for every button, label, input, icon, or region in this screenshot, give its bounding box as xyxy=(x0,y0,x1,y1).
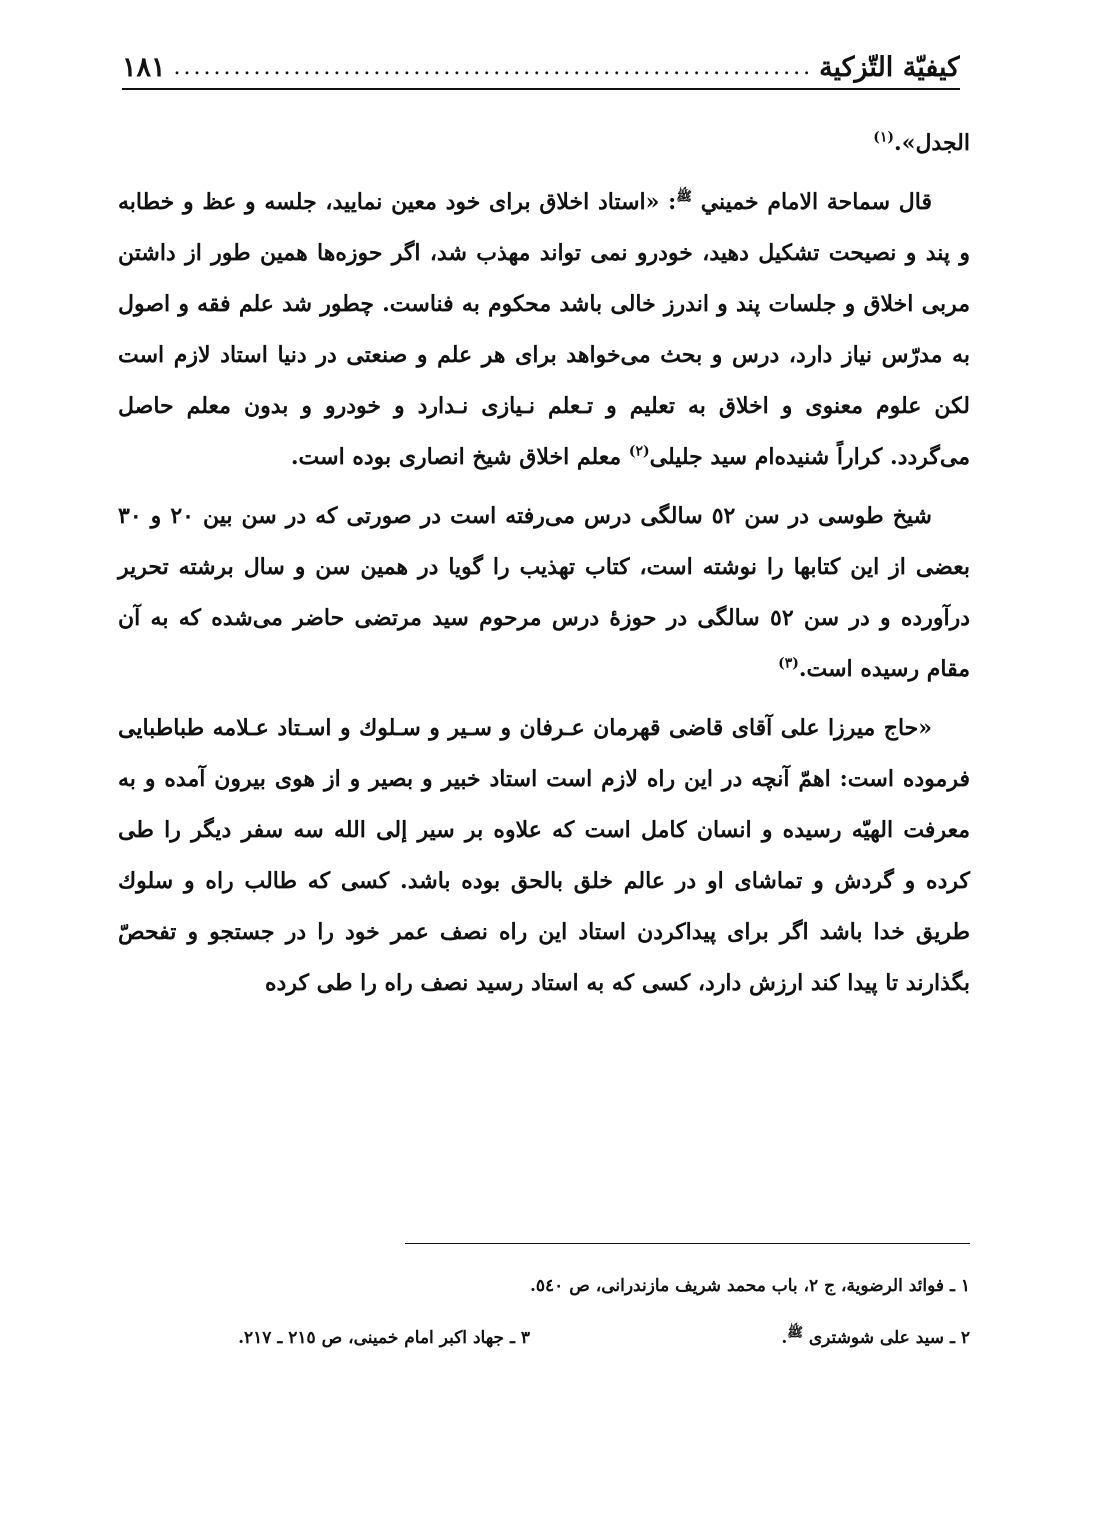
honorific-symbol: ﷺ xyxy=(676,189,692,205)
footnote-1-text: ١ ـ فوائد الرضوية، ج ٢، باب محمد شريف مازندرانى، ص ٥٤٠. xyxy=(529,1276,970,1296)
footnote-2-honorific: ﷺ xyxy=(787,1325,803,1341)
footnote-2-end: . xyxy=(781,1328,788,1348)
main-text xyxy=(118,118,970,1017)
p1-text: الجدل». xyxy=(894,130,970,156)
footnote-2-text: ٢ ـ سيد على شوشترى xyxy=(808,1328,970,1348)
p2-text-b: : «استاد اخلاق برای خود معین نمایید، جلسه و عظ و خطابه و پند و نصیحت تشکیل دهید، خودرو نمی تواند مهذب شد، اگر حوزه‌ها همین طور از داشتن مربی اخلاق و جلسات پند و اندرز خالی باشد محکوم به فناست. چطور شد علم فقه و اصول به مدرّس نیاز دارد، درس و بحث می‌خواهد برای هر علم و صنعتی در دنیا استاد لازم است لکن علوم معنوی و اخلاق به تعلیم و تـعلم نـیازی نـدارد و خودرو و بدون معلم حاصل می‌گردد. کراراً شنیده‌ام سید جلیلی xyxy=(118,189,970,470)
footnote-row-2 xyxy=(122,1312,970,1364)
paragraph-3 xyxy=(118,491,970,695)
p2-text-a: قال سماحة الامام خميني xyxy=(700,189,932,215)
paragraph-4 xyxy=(118,703,970,1009)
header-leader-dots: ................................................................ xyxy=(173,55,814,80)
paragraph-1 xyxy=(118,118,970,169)
footnote-ref-1: (١) xyxy=(873,129,895,146)
footnote-2 xyxy=(530,1312,970,1364)
page-number: ١٨١ xyxy=(122,52,166,83)
footnote-ref-2: (٢) xyxy=(628,443,650,460)
p3-text: شیخ طوسی در سن ٥٢ سالگی درس می‌رفته است در صورتی که در سن بین ٢٠ و ٣٠ بعضی از این کتابها را نوشته است، کتاب تهذیب را گویا در همین سن و سال برشته تحریر درآورده و در سن ٥٢ سالگی در حوزهٔ درس مرحوم سید مرتضی حاضر می‌شده که به آن مقام رسیده است. xyxy=(118,503,970,682)
footnote-3: ٣ ـ جهاد اكبر امام خمينى، ص ٢١٥ ـ ٢١٧. xyxy=(238,1328,530,1348)
running-header xyxy=(122,38,960,88)
header-rule xyxy=(122,88,960,90)
footnote-rule xyxy=(405,1243,970,1244)
p4-text: «حاج میرزا علی آقای قاضی قهرمان عـرفان و سـیر و سـلوك و اسـتاد عـلامه طباطبایی فرموده است: اهمّ آنچه در این راه لازم است استاد خبیر و بصیر و از هوی بیرون آمده و به معرفت الهیّه رسیده و انسان کامل است که علاوه بر سیر إلی الله سه سفر دیگر را طی کرده و گردش و تماشای او در عالم خلق بالحق بوده باشد. کسی که طالب راه و سلوك طریق خدا باشد اگر برای پیداکردن استاد این راه نصف عمر خود را در جستجو و تفحصّ بگذارند تا پیدا کند ارزش دارد، کسی که به استاد رسید نصف راه را طی کرده xyxy=(118,715,970,996)
header-title: كيفيّة التّزكية xyxy=(819,52,960,83)
p2-text-c: معلم اخلاق شیخ انصاری بوده است. xyxy=(290,444,629,470)
footnote-1 xyxy=(122,1260,970,1312)
footnotes xyxy=(122,1260,970,1364)
footnote-ref-3: (٣) xyxy=(778,655,799,672)
paragraph-2 xyxy=(118,177,970,483)
